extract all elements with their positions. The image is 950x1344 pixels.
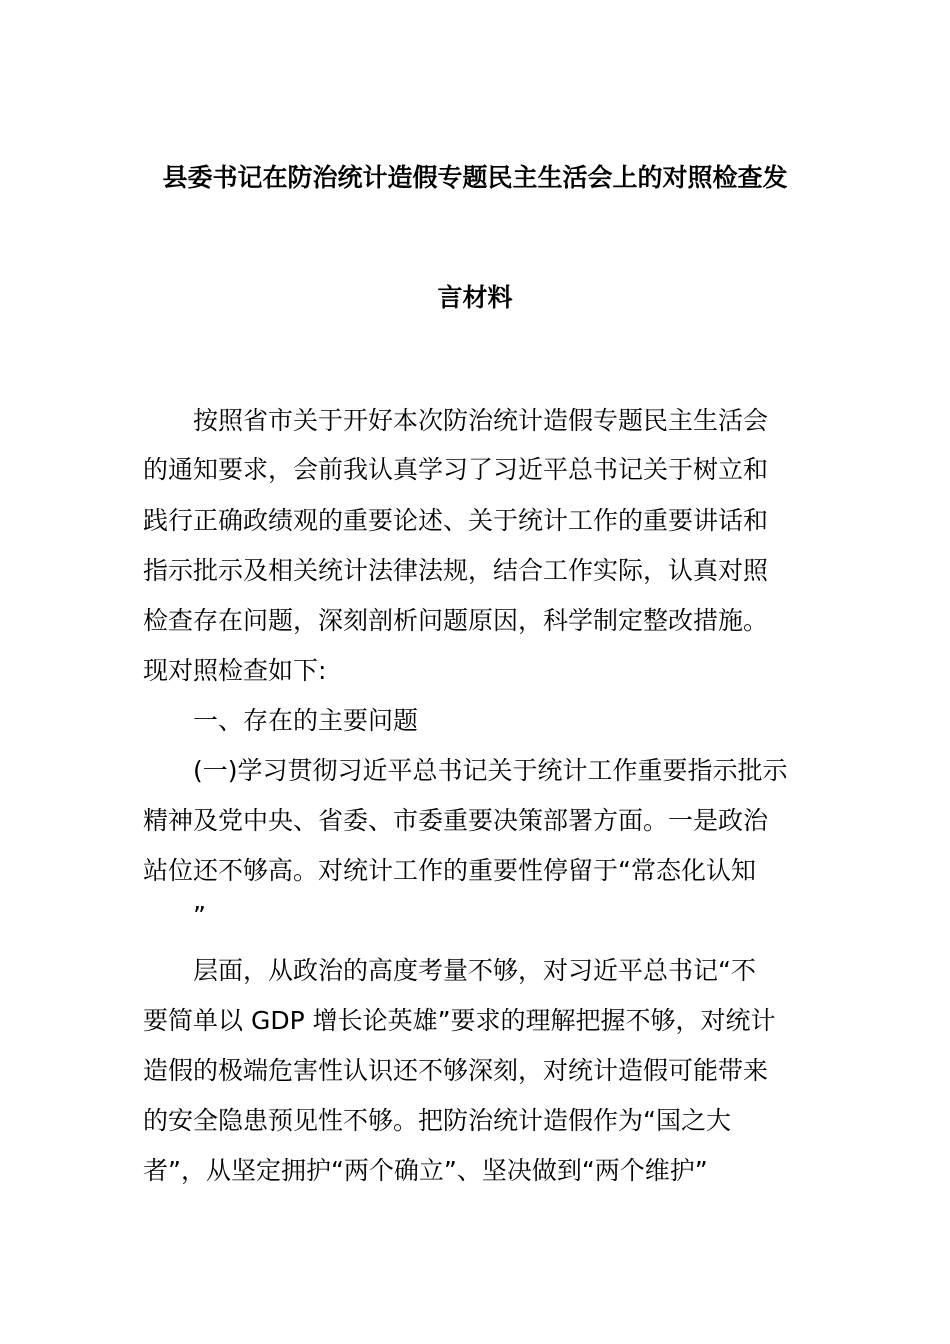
paragraph-line: 者”，从坚定拥护“两个确立”、坚决做到“两个维护” bbox=[143, 1156, 708, 1185]
paragraph-line: 践行正确政绩观的重要论述、关于统计工作的重要讲话和 bbox=[143, 506, 769, 535]
paragraph-line: 按照省市关于开好本次防治统计造假专题民主生活会 bbox=[193, 406, 769, 435]
paragraph-line: 的通知要求，会前我认真学习了习近平总书记关于树立和 bbox=[143, 455, 769, 484]
document-title-line-2: 言材料 bbox=[437, 283, 513, 312]
paragraph-line: 精神及党中央、省委、市委重要决策部署方面。一是政治 bbox=[143, 806, 769, 835]
paragraph-line: 检查存在问题，深刻剖析问题原因，科学制定整改措施。 bbox=[143, 606, 769, 635]
paragraph-line: (一)学习贯彻习近平总书记关于统计工作重要指示批示 bbox=[193, 756, 788, 785]
paragraph-line: 站位还不够高。对统计工作的重要性停留于“常态化认知 bbox=[143, 856, 756, 885]
paragraph-line: 指示批示及相关统计法律法规，结合工作实际，认真对照 bbox=[143, 556, 769, 585]
paragraph-line: 要简单以 GDP 增长论英雄”要求的理解把握不够，对统计 bbox=[143, 1006, 776, 1035]
section-heading: 一、存在的主要问题 bbox=[193, 706, 419, 735]
paragraph-line: 现对照检查如下: bbox=[143, 656, 327, 685]
document-title-line-1: 县委书记在防治统计造假专题民主生活会上的对照检查发 bbox=[162, 163, 788, 192]
paragraph-line: 层面，从政治的高度考量不够，对习近平总书记“不 bbox=[193, 956, 756, 985]
paragraph-line: 造假的极端危害性认识还不够深刻，对统计造假可能带来 bbox=[143, 1056, 769, 1085]
paragraph-line: ” bbox=[193, 901, 206, 930]
paragraph-line: 的安全隐患预见性不够。把防治统计造假作为“国之大 bbox=[143, 1106, 731, 1135]
